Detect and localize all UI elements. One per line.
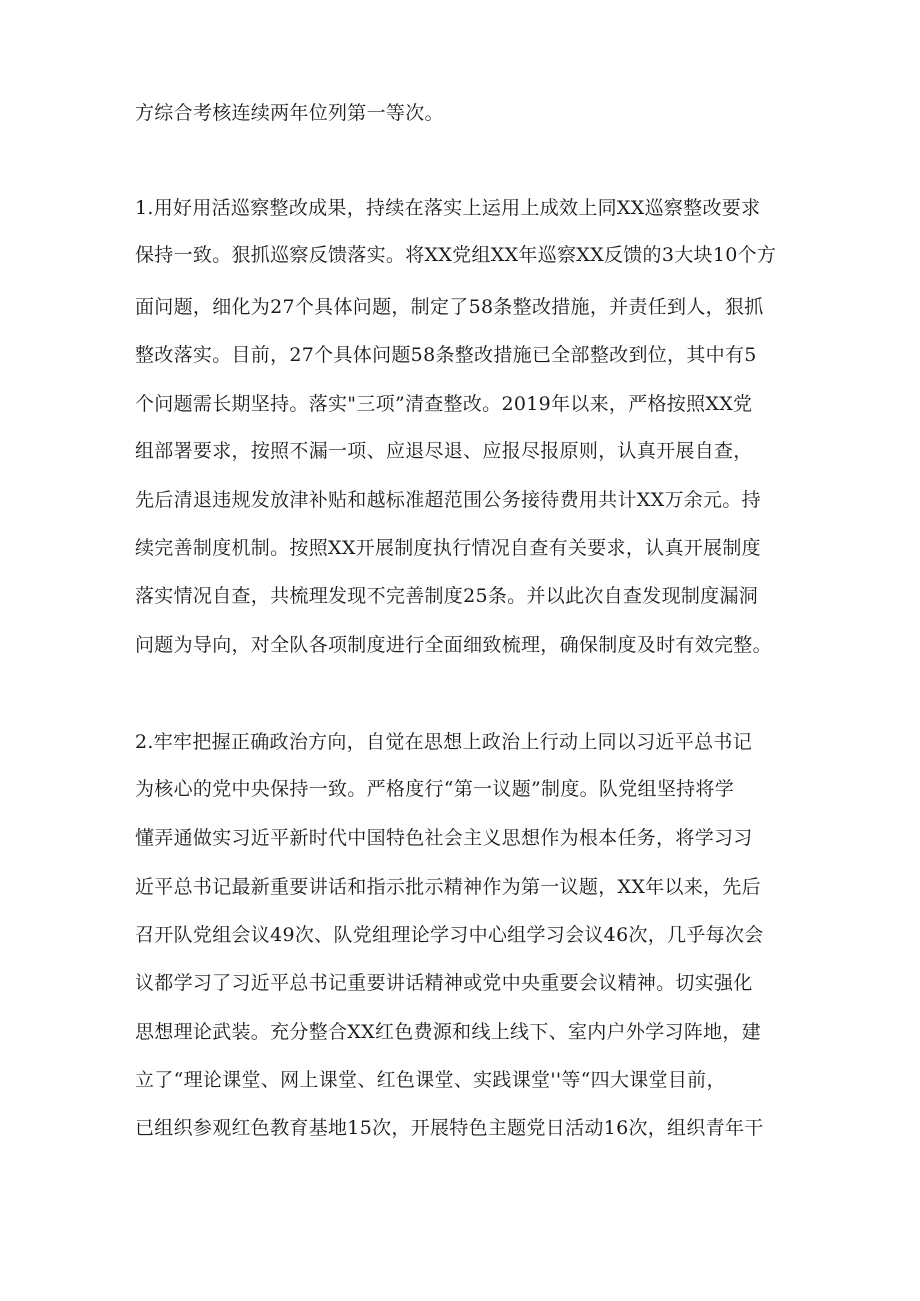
paragraph-2-line: 已组织参观红色教育基地15次，开展特色主题党日活动16次，组织青年干	[135, 1117, 764, 1139]
paragraph-1-line: 面问题，细化为27个具体问题，制定了58条整改措施，并责任到人，狠抓	[135, 296, 764, 318]
paragraph-1-line: 个问题需长期坚持。落实"三项”清查整改。2019年以来，严格按照XX党	[135, 393, 753, 415]
paragraph-1-line: 落实情况自查，共梳理发现不完善制度25条。并以此次自查发现制度漏洞	[135, 585, 759, 607]
paragraph-1-line: 先后清退违规发放津补贴和越标准超范围公务接待费用共计XX万余元。持	[135, 489, 761, 511]
paragraph-2-line: 议都学习了习近平总书记重要讲话精神或党中央重要会议精神。切实强化	[135, 972, 753, 994]
paragraph-2-line: 2.牢牢把握正确政治方向，自觉在思想上政治上行动上同以习近平总书记	[135, 731, 753, 753]
paragraph-1-line: 整改落实。目前，27个具体问题58条整改措施已全部整改到位，其中有5	[135, 344, 757, 366]
paragraph-2-line: 立了“理论课堂、网上课堂、红色课堂、实践课堂''等“四大课堂目前，	[135, 1069, 726, 1091]
paragraph-1-line: 保持一致。狠抓巡察反馈落实。将XX党组XX年巡察XX反馈的3大块10个方	[135, 244, 777, 266]
intro-line: 方综合考核连续两年位列第一等次。	[135, 102, 444, 124]
paragraph-1-line: 1.用好用活巡察整改成果，持续在落实上运用上成效上同XX巡察整改要求	[135, 197, 761, 219]
paragraph-2-line: 召开队党组会议49次、队党组理论学习中心组学习会议46次，几乎每次会	[135, 924, 764, 946]
paragraph-2-line: 思想理论武装。充分整合XX红色费源和线上线下、室内户外学习阵地，建	[135, 1021, 761, 1043]
paragraph-1-line: 续完善制度机制。按照XX开展制度执行情况自查有关要求，认真开展制度	[135, 537, 761, 559]
paragraph-2-line: 懂弄通做实习近平新时代中国特色社会主义思想作为根本任务，将学习习	[135, 827, 753, 849]
paragraph-2-line: 近平总书记最新重要讲话和指示批示精神作为第一议题，XX年以来，先后	[135, 876, 761, 898]
paragraph-2-line: 为核心的党中央保持一致。严格度行“第一议题”制度。队党组坚持将学	[135, 778, 735, 800]
paragraph-1-line: 组部署要求，按照不漏一项、应退尽退、应报尽报原则，认真开展自查，	[135, 440, 753, 462]
paragraph-1-line: 问题为导向，对全队各项制度进行全面细致梳理，确保制度及时有效完整。	[135, 634, 772, 656]
